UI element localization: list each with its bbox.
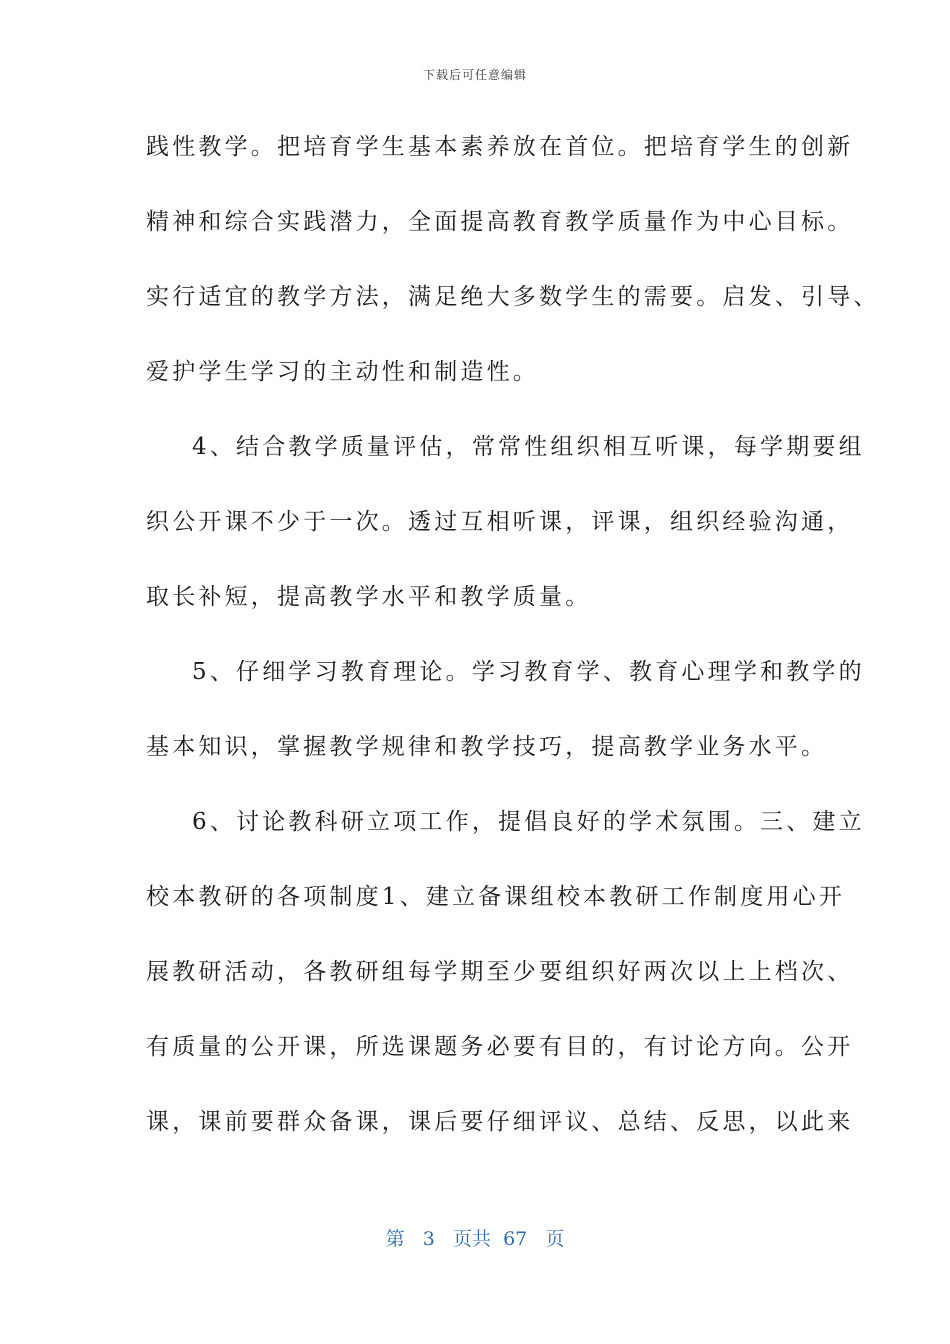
body-line: 精神和综合实践潜力，全面提高教育教学质量作为中心目标。 (146, 209, 854, 235)
page-header-note: 下载后可任意编辑 (422, 68, 527, 82)
footer-page-suffix: 页 (545, 1228, 565, 1250)
footer-page-prefix: 第 (385, 1228, 405, 1250)
footer-page-middle: 页共 (452, 1228, 491, 1250)
footer-total-pages: 67 (503, 1228, 528, 1250)
body-line: 6、讨论教科研立项工作，提倡良好的学术氛围。三、建立 (192, 809, 865, 835)
footer-page-number: 3 (422, 1228, 435, 1250)
body-line: 5、仔细学习教育理论。学习教育学、教育心理学和教学的 (192, 659, 865, 685)
body-line: 4、结合教学质量评估，常常性组织相互听课，每学期要组 (192, 434, 865, 460)
body-line: 有质量的公开课，所选课题务必要有目的，有讨论方向。公开 (146, 1034, 854, 1060)
body-line: 实行适宜的教学方法，满足绝大多数学生的需要。启发、引导、 (146, 284, 880, 310)
body-line: 展教研活动，各教研组每学期至少要组织好两次以上上档次、 (146, 959, 854, 985)
page-footer (0, 1224, 950, 1251)
body-line: 课，课前要群众备课，课后要仔细评议、总结、反思，以此来 (146, 1109, 854, 1135)
body-line: 校本教研的各项制度1、建立备课组校本教研工作制度用心开 (146, 884, 846, 910)
body-line: 爱护学生学习的主动性和制造性。 (146, 359, 539, 385)
body-line: 取长补短，提高教学水平和教学质量。 (146, 584, 592, 610)
body-line: 织公开课不少于一次。透过互相听课，评课，组织经验沟通， (146, 509, 854, 535)
body-line: 践性教学。把培育学生基本素养放在首位。把培育学生的创新 (146, 134, 854, 160)
body-line: 基本知识，掌握教学规律和教学技巧，提高教学业务水平。 (146, 734, 828, 760)
document-body (146, 125, 880, 1175)
